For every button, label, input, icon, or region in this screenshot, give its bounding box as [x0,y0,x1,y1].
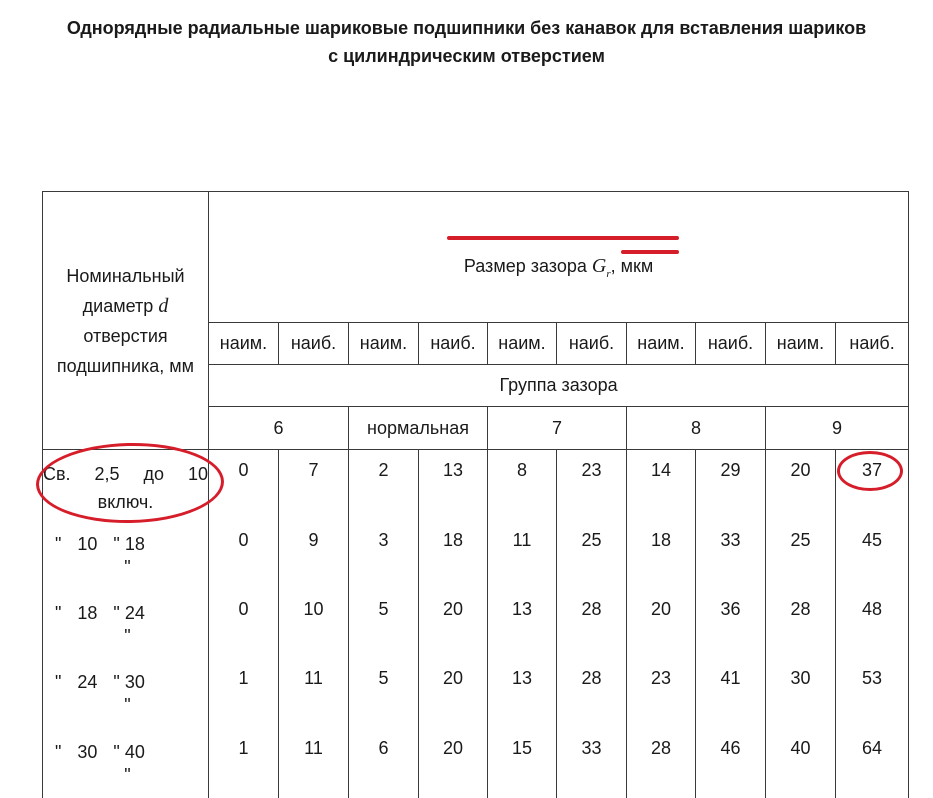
clearance-group: 9 [766,407,909,450]
clearance-value: 7 [279,450,349,520]
min-max-label: наим. [209,323,279,365]
clearance-value: 40 [766,728,836,798]
clearance-value: 8 [488,450,557,520]
diameter-range-line-1 [43,460,208,488]
clearance-size-header [209,192,909,323]
clearance-symbol-subscript: r [606,267,611,280]
clearance-size-label [464,255,653,280]
clearance-value: 20 [419,658,488,728]
diameter-range-token: " 40 [113,741,145,762]
diameter-range [43,589,209,658]
table-row [43,520,909,589]
clearance-symbol [591,254,611,280]
min-max-label: наиб. [696,323,766,365]
diameter-range [43,450,209,520]
clearance-table [42,191,909,798]
clearance-value: 13 [488,658,557,728]
diameter-header-word: диаметр [82,295,154,316]
diameter-range-line-2: " [124,625,131,646]
diameter-range-token: 30 [77,741,98,762]
diameter-range-line-1 [43,668,208,696]
clearance-value: 13 [419,450,488,520]
clearance-value: 2 [349,450,419,520]
diameter-range-token: " 18 [113,533,145,554]
diameter-range-token: 18 [77,602,98,623]
title-line-1: Однорядные радиальные шариковые подшипники без канавок для вставления шариков [66,18,867,38]
diameter-range-line-1 [43,738,208,766]
diameter-range-line-2: " [124,764,131,785]
diameter-range-token: " 30 [113,671,145,692]
diameter-symbol: d [158,294,169,317]
clearance-value: 13 [488,589,557,658]
clearance-value: 10 [279,589,349,658]
clearance-value: 36 [696,589,766,658]
clearance-value: 11 [488,520,557,589]
diameter-range [43,658,209,728]
clearance-value: 28 [766,589,836,658]
clearance-value: 14 [627,450,696,520]
clearance-value: 20 [419,589,488,658]
clearance-value: 5 [349,658,419,728]
clearance-value: 53 [836,658,909,728]
min-max-label: наиб. [279,323,349,365]
page-title [0,14,933,70]
min-max-label: наим. [349,323,419,365]
clearance-value: 6 [349,728,419,798]
clearance-group: 7 [488,407,627,450]
diameter-range-token: " [55,671,62,692]
clearance-value: 33 [696,520,766,589]
table-row [43,728,909,798]
table-row [43,589,909,658]
diameter-range-token: " [55,602,62,623]
table-row [43,450,909,520]
title-line-2: с цилиндрическим отверстием [328,46,605,66]
clearance-value: 1 [209,728,279,798]
min-max-label: наиб. [557,323,627,365]
diameter-range-line-2: " [124,556,131,577]
diameter-header [43,192,209,450]
diameter-header-line-2 [43,291,208,321]
min-max-label: наим. [488,323,557,365]
clearance-value: 64 [836,728,909,798]
diameter-range-line-2: включ. [97,492,154,512]
diameter-range [43,728,209,798]
min-max-label: наим. [627,323,696,365]
clearance-value: 48 [836,589,909,658]
clearance-value: 23 [627,658,696,728]
clearance-value: 45 [836,520,909,589]
clearance-group-label: Группа зазора [209,365,909,407]
clearance-size-unit: , мкм [610,255,654,276]
diameter-header-line-4: подшипника, мм [56,355,195,376]
clearance-value: 11 [279,658,349,728]
clearance-value: 41 [696,658,766,728]
clearance-value: 46 [696,728,766,798]
diameter-header-line-1: Номинальный [66,265,185,286]
diameter-range-token: " [55,533,62,554]
clearance-value: 25 [557,520,627,589]
clearance-value: 20 [766,450,836,520]
clearance-value: 9 [279,520,349,589]
clearance-value: 0 [209,589,279,658]
clearance-value: 20 [419,728,488,798]
diameter-range-token: Св. [43,464,71,484]
diameter-range-line-1 [43,530,208,558]
clearance-group: нормальная [349,407,488,450]
clearance-value: 15 [488,728,557,798]
clearance-value: 30 [766,658,836,728]
clearance-value: 20 [627,589,696,658]
clearance-value: 37 [836,450,909,520]
clearance-group: 8 [627,407,766,450]
clearance-value: 0 [209,450,279,520]
min-max-label: наиб. [836,323,909,365]
table-row [43,658,909,728]
clearance-value: 0 [209,520,279,589]
diameter-range-token: до [143,464,165,484]
diameter-range-token: 24 [77,671,98,692]
diameter-range-token: " [55,741,62,762]
diameter-range-line-1 [43,599,208,627]
diameter-range [43,520,209,589]
clearance-value: 23 [557,450,627,520]
clearance-size-prefix: Размер зазора [463,255,587,276]
min-max-label: наиб. [419,323,488,365]
diameter-range-token: 2,5 [94,464,120,484]
clearance-value: 11 [279,728,349,798]
clearance-value: 25 [766,520,836,589]
clearance-value: 28 [627,728,696,798]
clearance-value: 33 [557,728,627,798]
diameter-range-token: " 24 [113,602,145,623]
clearance-value: 5 [349,589,419,658]
diameter-range-line-2: " [124,694,131,715]
clearance-symbol-letter: G [591,254,607,277]
clearance-value: 18 [419,520,488,589]
clearance-value: 18 [627,520,696,589]
clearance-value: 28 [557,658,627,728]
diameter-range-token: 10 [77,533,98,554]
diameter-header-line-3: отверстия [83,325,168,346]
clearance-group: 6 [209,407,349,450]
diameter-range-token: 10 [187,464,208,484]
clearance-value: 1 [209,658,279,728]
clearance-value: 29 [696,450,766,520]
clearance-value: 28 [557,589,627,658]
clearance-value: 3 [349,520,419,589]
min-max-label: наим. [766,323,836,365]
